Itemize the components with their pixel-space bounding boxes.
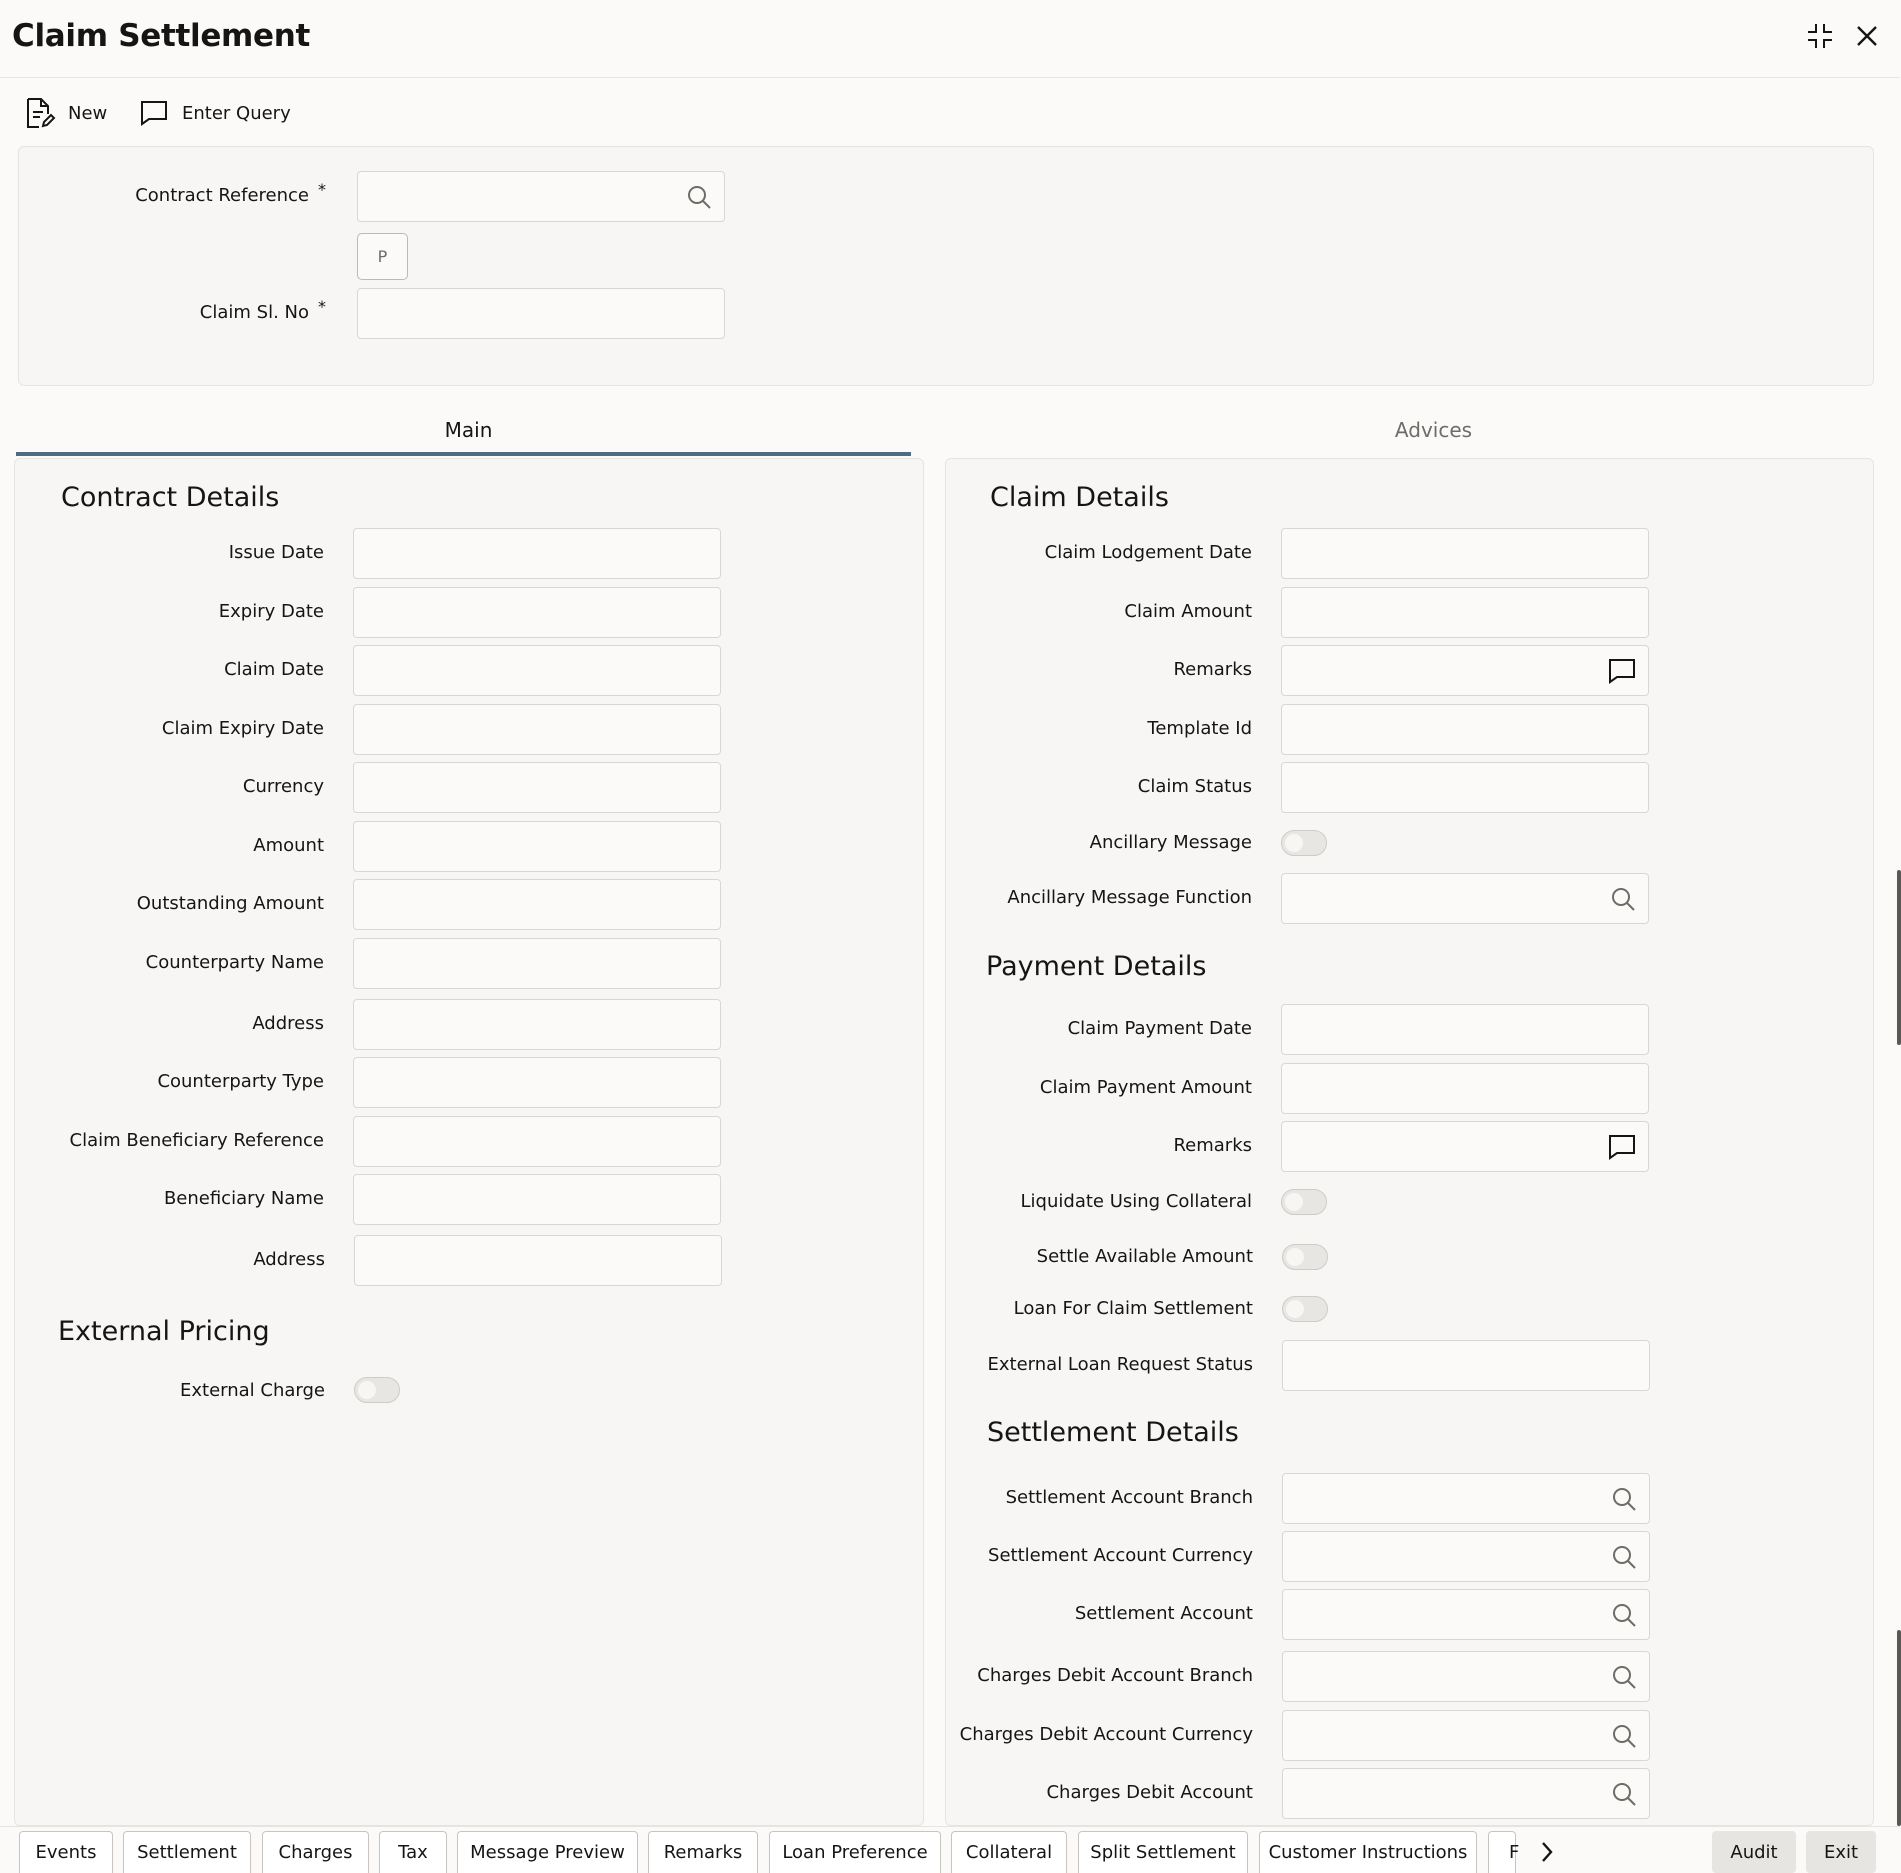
search-icon[interactable] — [1611, 1781, 1637, 1811]
external-pricing-title: External Pricing — [58, 1316, 270, 1347]
charges-debit-account-currency-input[interactable] — [1282, 1710, 1650, 1761]
claim-lodgement-date-label: Claim Lodgement Date — [1044, 542, 1252, 563]
claim-remarks-label: Remarks — [1173, 659, 1252, 680]
tab-charges[interactable]: Charges — [262, 1831, 369, 1873]
search-icon[interactable] — [1611, 1544, 1637, 1574]
charges-debit-account-branch-label: Charges Debit Account Branch — [977, 1665, 1253, 1686]
enter-query-label: Enter Query — [182, 102, 291, 124]
claim-sl-no-label: Claim Sl. No — [199, 302, 309, 323]
required-mark: * — [318, 297, 326, 316]
claim-payment-amount-input[interactable] — [1281, 1063, 1649, 1114]
new-document-icon — [24, 97, 54, 129]
window-title: Claim Settlement — [12, 18, 311, 54]
settlement-account-input[interactable] — [1282, 1589, 1650, 1640]
outstanding-amount-input[interactable] — [353, 879, 721, 930]
claim-beneficiary-reference-label: Claim Beneficiary Reference — [69, 1130, 324, 1151]
counterparty-type-label: Counterparty Type — [157, 1071, 324, 1092]
contract-reference-input[interactable] — [357, 171, 725, 222]
tab-events[interactable]: Events — [19, 1831, 113, 1873]
payment-remarks-label: Remarks — [1173, 1135, 1252, 1156]
claim-date-input[interactable] — [353, 645, 721, 696]
currency-label: Currency — [242, 776, 324, 797]
search-icon[interactable] — [1611, 1602, 1637, 1632]
speech-bubble-icon[interactable] — [1608, 1134, 1636, 1164]
claim-status-input[interactable] — [1281, 762, 1649, 813]
tab-split-settlement[interactable]: Split Settlement — [1078, 1831, 1248, 1873]
speech-bubble-icon — [140, 100, 168, 126]
counterparty-name-label: Counterparty Name — [145, 952, 324, 973]
title-bar — [0, 0, 1900, 78]
beneficiary-name-label: Beneficiary Name — [163, 1188, 324, 1209]
new-label: New — [68, 102, 108, 124]
tab-message-preview[interactable]: Message Preview — [457, 1831, 638, 1873]
expiry-date-label: Expiry Date — [218, 601, 324, 622]
collapse-icon[interactable] — [1802, 18, 1838, 54]
claim-remarks-input[interactable] — [1281, 645, 1649, 696]
claim-amount-label: Claim Amount — [1124, 601, 1252, 622]
beneficiary-address-input[interactable] — [354, 1235, 722, 1286]
loan-for-claim-settlement-label: Loan For Claim Settlement — [1013, 1298, 1253, 1319]
external-charge-toggle[interactable] — [354, 1377, 400, 1403]
payment-details-title: Payment Details — [986, 951, 1207, 982]
charges-debit-account-branch-input[interactable] — [1282, 1651, 1650, 1702]
settle-available-amount-label: Settle Available Amount — [1036, 1246, 1253, 1267]
settlement-account-currency-label: Settlement Account Currency — [988, 1545, 1253, 1566]
liquidate-using-collateral-toggle[interactable] — [1281, 1189, 1327, 1215]
search-icon[interactable] — [1611, 1723, 1637, 1753]
tab-main[interactable]: Main — [444, 418, 493, 442]
issue-date-label: Issue Date — [228, 542, 324, 563]
settlement-account-currency-input[interactable] — [1282, 1531, 1650, 1582]
tab-partial[interactable]: F — [1488, 1831, 1516, 1873]
claim-details-title: Claim Details — [990, 482, 1169, 513]
claim-status-label: Claim Status — [1137, 776, 1252, 797]
exit-button[interactable]: Exit — [1806, 1831, 1876, 1873]
amount-label: Amount — [253, 835, 324, 856]
external-loan-request-status-input[interactable] — [1282, 1340, 1650, 1391]
close-icon[interactable] — [1849, 18, 1885, 54]
settlement-details-title: Settlement Details — [987, 1417, 1239, 1448]
claim-sl-no-input[interactable] — [357, 288, 725, 339]
search-icon[interactable] — [1611, 1664, 1637, 1694]
currency-input[interactable] — [353, 762, 721, 813]
settlement-account-branch-label: Settlement Account Branch — [1005, 1487, 1253, 1508]
search-icon[interactable] — [1610, 886, 1636, 916]
tab-advices[interactable]: Advices — [1394, 418, 1473, 442]
charges-debit-account-input[interactable] — [1282, 1768, 1650, 1819]
counterparty-address-label: Address — [252, 1013, 324, 1034]
ancillary-message-label: Ancillary Message — [1089, 832, 1252, 853]
amount-input[interactable] — [353, 821, 721, 872]
loan-for-claim-settlement-toggle[interactable] — [1282, 1296, 1328, 1322]
outstanding-amount-label: Outstanding Amount — [136, 893, 324, 914]
counterparty-name-input[interactable] — [353, 938, 721, 989]
claim-lodgement-date-input[interactable] — [1281, 528, 1649, 579]
required-mark: * — [318, 180, 326, 199]
payment-remarks-input[interactable] — [1281, 1121, 1649, 1172]
toolbar — [0, 86, 1900, 138]
scrollbar-thumb[interactable] — [1897, 1630, 1901, 1826]
template-id-label: Template Id — [1147, 718, 1252, 739]
counterparty-type-input[interactable] — [353, 1057, 721, 1108]
settle-available-amount-toggle[interactable] — [1282, 1244, 1328, 1270]
claim-payment-date-label: Claim Payment Date — [1067, 1018, 1252, 1039]
scrollbar-thumb[interactable] — [1897, 870, 1901, 1045]
search-icon[interactable] — [1611, 1486, 1637, 1516]
tab-collateral[interactable]: Collateral — [951, 1831, 1067, 1873]
ancillary-message-function-label: Ancillary Message Function — [1007, 887, 1252, 908]
template-id-input[interactable] — [1281, 704, 1649, 755]
claim-expiry-date-label: Claim Expiry Date — [161, 718, 324, 739]
chevron-right-icon[interactable] — [1532, 1835, 1562, 1869]
speech-bubble-icon[interactable] — [1608, 658, 1636, 688]
settlement-account-label: Settlement Account — [1074, 1603, 1253, 1624]
external-loan-request-status-label: External Loan Request Status — [987, 1354, 1253, 1375]
p-button[interactable]: P — [357, 233, 408, 280]
enter-query-button[interactable] — [140, 94, 291, 132]
beneficiary-name-input[interactable] — [353, 1174, 721, 1225]
charges-debit-account-label: Charges Debit Account — [1046, 1782, 1253, 1803]
expiry-date-input[interactable] — [353, 587, 721, 638]
ancillary-message-toggle[interactable] — [1281, 830, 1327, 856]
issue-date-input[interactable] — [353, 528, 721, 579]
tab-bar — [16, 402, 1874, 458]
claim-payment-amount-label: Claim Payment Amount — [1039, 1077, 1252, 1098]
bottom-bar — [0, 1826, 1900, 1872]
claim-beneficiary-reference-input[interactable] — [353, 1116, 721, 1167]
charges-debit-account-currency-label: Charges Debit Account Currency — [959, 1724, 1253, 1745]
external-charge-label: External Charge — [180, 1380, 325, 1401]
counterparty-address-input[interactable] — [353, 999, 721, 1050]
tab-remarks[interactable]: Remarks — [648, 1831, 758, 1873]
claim-amount-input[interactable] — [1281, 587, 1649, 638]
settlement-account-branch-input[interactable] — [1282, 1473, 1650, 1524]
claim-expiry-date-input[interactable] — [353, 704, 721, 755]
liquidate-using-collateral-label: Liquidate Using Collateral — [1020, 1191, 1252, 1212]
header-panel — [18, 146, 1874, 386]
contract-reference-label: Contract Reference — [135, 185, 309, 206]
tab-tax[interactable]: Tax — [379, 1831, 447, 1873]
contract-details-title: Contract Details — [61, 482, 280, 513]
active-tab-indicator — [16, 452, 911, 456]
claim-payment-date-input[interactable] — [1281, 1004, 1649, 1055]
tab-customer-instructions[interactable]: Customer Instructions — [1259, 1831, 1477, 1873]
tab-loan-preference[interactable]: Loan Preference — [769, 1831, 941, 1873]
new-button[interactable] — [24, 94, 107, 132]
search-icon[interactable] — [686, 184, 712, 214]
audit-button[interactable]: Audit — [1712, 1831, 1796, 1873]
tab-settlement[interactable]: Settlement — [123, 1831, 251, 1873]
claim-date-label: Claim Date — [224, 659, 324, 680]
beneficiary-address-label: Address — [253, 1249, 325, 1270]
ancillary-message-function-input[interactable] — [1281, 873, 1649, 924]
